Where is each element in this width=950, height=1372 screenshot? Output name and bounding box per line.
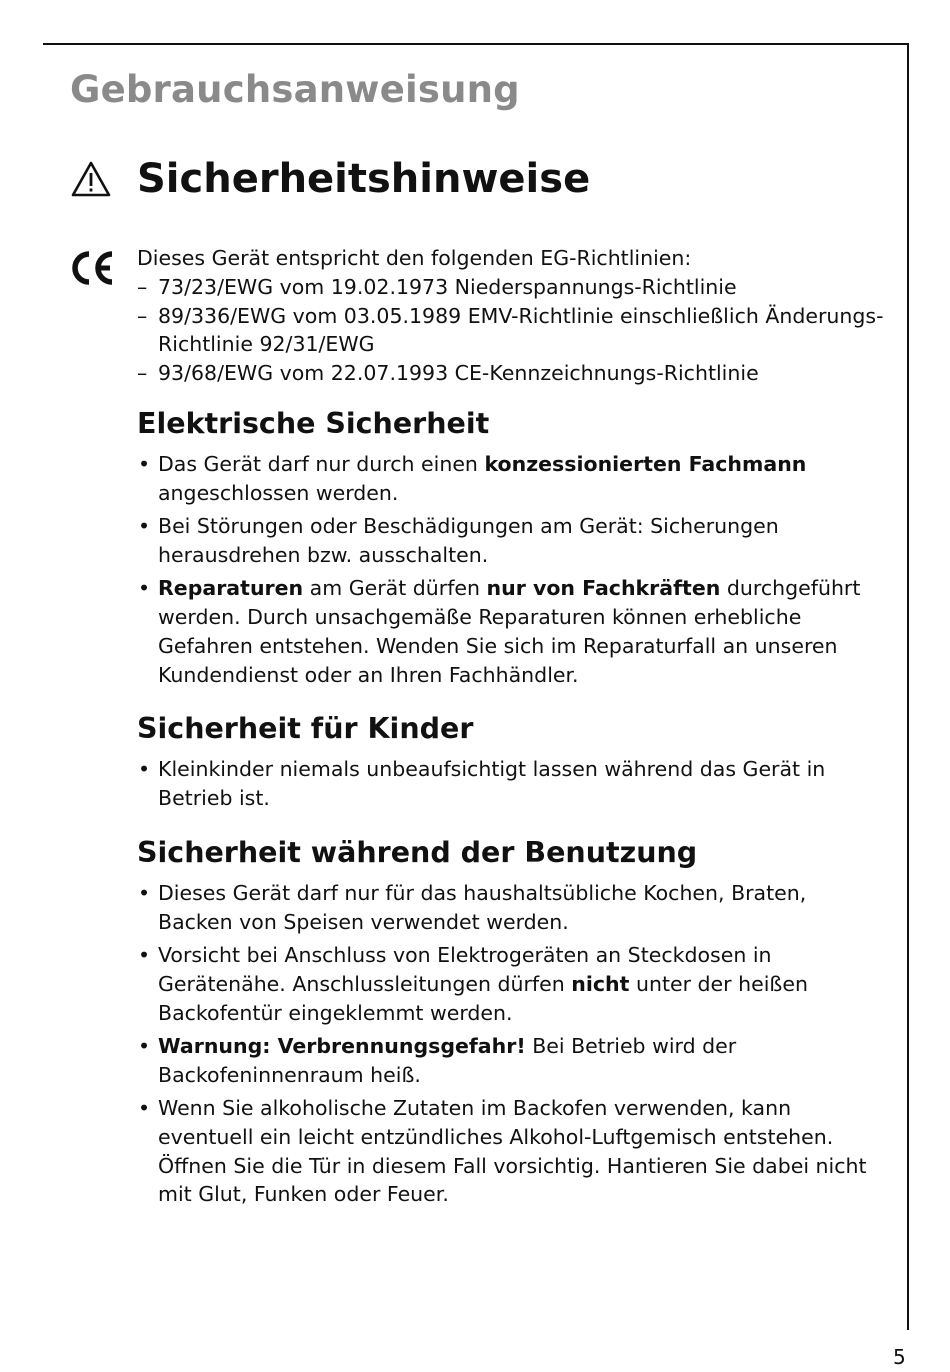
right-border-rule xyxy=(907,43,909,1330)
ce-mark-icon xyxy=(68,248,116,288)
emphasis-text: Warnung: Verbrennungsgefahr! xyxy=(158,1033,526,1058)
text-run: unter der heißen Backofentür eingeklemmt werden. xyxy=(158,971,808,1025)
text-run: am Gerät dürfen xyxy=(303,576,487,601)
directive-item: – 73/23/EWG vom 19.02.1973 Niederspannungs-Richtlinie xyxy=(137,273,887,302)
list-item xyxy=(137,1032,887,1090)
text-run: angeschlossen werden. xyxy=(158,480,399,505)
electrical-safety-list xyxy=(137,450,887,689)
text-run: Wenn Sie alkoholische Zutaten im Backofen verwenden, kann eventuell ein leicht entzündliches Alkohol-Luftgemisch entstehen. Öffnen Sie die Tür in diesem Fall vorsichtig. Hantieren Sie dabei nicht mit Glut, Funken oder Feuer. xyxy=(158,1096,867,1207)
directives-list xyxy=(137,273,887,388)
child-safety-heading: Sicherheit für Kinder xyxy=(137,712,474,746)
top-border-rule xyxy=(43,43,909,45)
emphasis-text: nicht xyxy=(571,971,630,996)
text-run: Dieses Gerät darf nur für das haushaltsübliche Kochen, Braten, Backen von Speisen verwendet werden. xyxy=(158,880,807,934)
list-item xyxy=(137,755,887,813)
text-run: Bei Störungen oder Beschädigungen am Gerät: Sicherungen herausdrehen bzw. ausschalten. xyxy=(158,514,779,567)
emphasis-text: Reparaturen xyxy=(158,576,304,601)
list-item xyxy=(137,879,887,937)
emphasis-text: konzessionierten Fachmann xyxy=(484,451,807,476)
child-safety-list xyxy=(137,755,887,813)
usage-safety-heading: Sicherheit während der Benutzung xyxy=(137,835,698,869)
text-run: Vorsicht bei Anschluss von Elektrogeräten an Steckdosen in Gerätenähe. Anschlussleitungen dürfen xyxy=(158,943,772,996)
directives-intro: Dieses Gerät entspricht den folgenden EG-Richtlinien: xyxy=(137,246,692,270)
list-item xyxy=(137,1094,887,1209)
usage-safety-list xyxy=(137,879,887,1209)
list-item xyxy=(137,574,887,689)
page-number: 5 xyxy=(893,1345,906,1369)
emphasis-text: nur von Fachkräften xyxy=(486,576,721,601)
text-run: Kleinkinder niemals unbeaufsichtigt lassen während das Gerät in Betrieb ist. xyxy=(158,757,826,811)
list-item xyxy=(137,450,887,508)
document-title: Gebrauchsanweisung xyxy=(70,68,520,111)
electrical-safety-heading: Elektrische Sicherheit xyxy=(137,406,490,440)
text-run: durchgeführt werden. Durch unsachgemäße Reparaturen können erhebliche Gefahren entstehen. Wenden Sie sich im Reparaturfall an unseren Kundendienst oder an Ihren Fachhändler. xyxy=(158,576,861,687)
warning-triangle-icon xyxy=(70,160,112,198)
text-run: Das Gerät darf nur durch einen xyxy=(158,451,485,476)
section-title: Sicherheitshinweise xyxy=(137,156,591,202)
text-run: Bei Betrieb wird der Backofeninnenraum heiß. xyxy=(158,1033,737,1087)
directive-item: – 89/336/EWG vom 03.05.1989 EMV-Richtlinie einschließlich Änderungs-Richtlinie 92/31/EWG xyxy=(137,302,887,360)
main-content xyxy=(137,244,887,1214)
list-item xyxy=(137,512,887,570)
directive-item: – 93/68/EWG vom 22.07.1993 CE-Kennzeichnungs-Richtlinie xyxy=(137,359,887,388)
list-item xyxy=(137,941,887,1027)
